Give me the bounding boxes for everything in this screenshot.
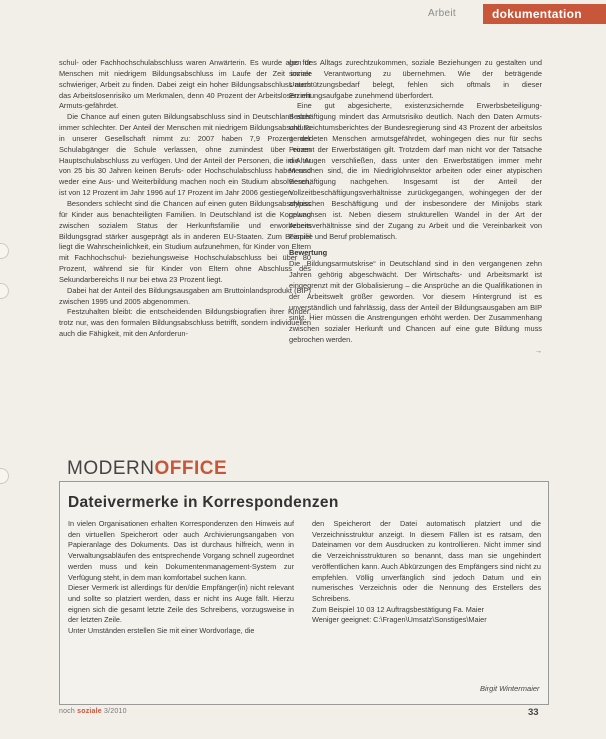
box-paragraph: den Speicherort der Datei automatisch platziert und die Verzeichnisstruktur anzeigt. In diesem Fällen ist es ratsam, den Dateinamen vor dem Ausdrucken zu kontrollieren. Nicht immer sind die Verzeichnisstrukturen so benannt, dass man sie ungehindert veröffentlichen kann. Auch Abkürzungen des Empfängers sind nicht zu empfehlen. Völlig unverfänglich sind jedoch Datum und ein numerisches Verzeichnis oder die Nennung des Erstellers des Schreibens. xyxy=(312,519,541,603)
footer-brand: soziale xyxy=(77,708,102,715)
modern-office-title xyxy=(67,458,227,480)
modern-office-right-column xyxy=(312,519,541,626)
article-paragraph: Besonders schlecht sind die Chancen auf einen guten Bildungsabschluss für Kinder aus benachteiligten Familien. In Deutschland ist die Kopplung zwischen sozialem Status der Herkunftsfamilie und erworbenem Bildungsgrad stärker ausgeprägt als in anderen EU-Staaten. Zum Beispiel liegt die Wahrscheinlichkeit, ein Studium aufzunehmen, für Kinder von Eltern mit Fachhochschul- beziehungsweise Hochschulabschluss bei über 80 Prozent, während sie für Kinder von Eltern ohne Abschluss des Sekundarbereichs II nur bei etwa 23 Prozent liegt. xyxy=(59,198,311,284)
footer-issue: 3/2010 xyxy=(104,708,127,715)
article-right-column xyxy=(289,58,542,357)
article-paragraph: schul- oder Fachhochschulabschluss waren Anwärterin. Es wurde also für Menschen mit niedrigem Bildungsabschluss im Laufe der Zeit immer schwieriger, Arbeit zu finden. Dabei zeigt ein hoher Bildungsabschluss auch das Arbeitslosenrisiko um Merkmalen, denn 40 Prozent der Arbeitslosen mit Armuts-gefährdet. xyxy=(59,58,311,111)
header-section-label: Arbeit xyxy=(428,8,456,19)
punch-hole xyxy=(0,283,9,299)
article-paragraph: Die „Bildungsarmutskrise“ in Deutschland sind in den vergangenen zehn Jahren gehörig abgeschwächt. Der Wirtschafts- und Arbeitsmarkt ist eingegrenzt mit der Globalisierung – die Ansprüche an die Qualifikationen in der Arbeitswelt größer geworden. Vor diesem Hintergrund ist es unverständlich und fahrlässig, dass der Anteil der Bildungsausgaben am BIP sinkt. Hier müssen die Anstrengungen erhöht werden. Der Zusammenhang zwischen sozialer Herkunft und Chancen auf eine gute Bildung muss gebrochen werden. xyxy=(289,259,542,345)
page-number: 33 xyxy=(528,707,539,718)
article-paragraph: Dabei hat der Anteil des Bildungsausgaben am Bruttoinlandsprodukt (BIP) zwischen 1995 und 2005 abgenommen. xyxy=(59,285,311,306)
continue-arrow-icon: → xyxy=(534,345,542,355)
punch-hole xyxy=(0,243,9,259)
article-paragraph: Festzuhalten bleibt: die entscheidenden Bildungsbiografien ihrer Kinder, trotz nur, was den formalen Bildungsabschluss betrifft, sondern individuellen auch die Fähigkeit, mit den Anforderun- xyxy=(59,307,311,339)
box-paragraph: Dieser Vermerk ist allerdings für den/die Empfänger(in) nicht relevant und sollte so platziert werden, dass er nicht ins Auge fällt. Hierzu eignen sich die gesamt letzte Zeile des Schreibens, vorzugsweise in der letzten Zeile. xyxy=(68,583,294,625)
article-paragraph: Eine gut abgesicherte, existenzsichernde Erwerbsbeteiligung-Beschäftigung mindert das Armutsrisiko deutlich. Nach den Daten Armuts- und Reichtumsberichtes der Bundesregierung sind 43 Prozent der arbeitslos gemeldeten Menschen armutsgefährdet, wohingegen dies nur für sechs Prozent der Erwerbstätigen gilt. Trotzdem darf man nicht vor der Tatsache die Augen verschließen, dass unter den Erwerbstätigen immer mehr Menschen sind, die im Niedriglohnsektor arbeiten oder einer atypischen Beschäftigung nachgehen. Insgesamt ist der Anteil der Vollzeitbeschäftigungsverhältnisse zurückgegangen, wohingegen der der atypischen Beschäftigung und der insbesondere der Minijobs stark gewachsen ist. Neben diesem strukturellen Wandel in der Art der Arbeitsverhältnisse sind der Zugang zu Arbeit und die Vereinbarkeit von Familie und Beruf problematisch. xyxy=(289,101,542,241)
modern-office-left-column xyxy=(68,519,294,637)
box-example: Weniger geeignet: C:\Fragen\Umsatz\Sonstiges\Maier xyxy=(312,615,487,625)
box-paragraph: Unter Umständen erstellen Sie mit einer Wordvorlage, die xyxy=(68,626,255,636)
footer-publisher: noch xyxy=(59,708,75,715)
article-left-column xyxy=(59,58,311,340)
article-paragraph: gen des Alltags zurechtzukommen, soziale Beziehungen zu gestalten und soziale Verantwortung zu übernehmen. Wie der beträgende Unterstützungsbedarf belegt, fehlen sich oftmals in dieser Erziehungsaufgabe zunehmend überfordert. xyxy=(289,58,542,100)
article-author: Birgit Wintermaier xyxy=(480,684,540,693)
footer-publication xyxy=(59,708,127,715)
box-example: Zum Beispiel 10 03 12 Auftragsbestätigung Fa. Maier xyxy=(312,604,484,614)
modern-office-title-part2: OFFICE xyxy=(154,458,228,479)
punch-hole xyxy=(0,468,9,484)
box-paragraph: In vielen Organisationen erhalten Korrespondenzen den Hinweis auf den virtuellen Speicherort oder auch Archivierungsangaben von Papieranlage des Dokuments. Das ist durchaus hilfreich, wenn in Verwaltungsabläufen des entsprechende Vorgang schnell zugeordnet werden muss und kein Dokumentenmanagement-System zur Verfügung steht, in dem man komfortabel suchen kann. xyxy=(68,519,294,582)
section-subheading: Bewertung xyxy=(289,248,328,258)
article-paragraph: Die Chance auf einen guten Bildungsabschluss sind in Deutschland aber immer schlechter. Der Anteil der Menschen mit niedrigem Bildungsabschluss in unserer Gesellschaft nimmt zu: 2007 haben 7,9 Prozent der Schulabgänger die Schule verlassen, ohne zumindest über einen Hauptschulabschluss zu verfügen. Und der Anteil der Personen, die im Alter von 25 bis 30 Jahren keinen Berufs- oder Hochschulabschluss haben und weder eine Aus- und Weiterbildung machen noch ein Studium absolvieren, ist von 12 Prozent im Jahr 1996 auf 17 Prozent im Jahr 2006 gestiegen. xyxy=(59,112,311,198)
header-category-banner xyxy=(483,4,606,24)
header-category-label: dokumentation xyxy=(492,7,582,21)
modern-office-title-part1: MODERN xyxy=(67,458,155,479)
modern-office-heading: Dateivermerke in Korrespondenzen xyxy=(68,494,339,511)
